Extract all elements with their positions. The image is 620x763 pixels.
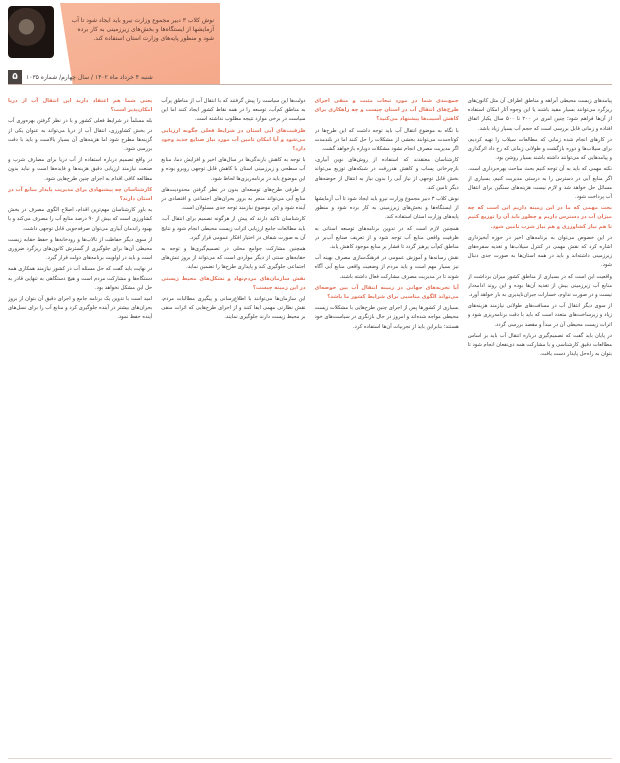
article-column-4 bbox=[8, 97, 152, 757]
article-column-3 bbox=[161, 97, 305, 757]
paragraph: این سازمان‌ها می‌توانند با اطلاع‌رسانی و پیگیری مطالبات مردم، نقش نظارتی مهمی ایفا کنند و از اجرای طرح‌هایی که اثرات منفی بر محیط زیست دارند جلوگیری نمایند. bbox=[161, 296, 306, 321]
paragraph: واقعیت این است که در بسیاری از مناطق کشور میزان برداشت از منابع آب زیرزمینی بیش از تغذیه آن‌ها بوده و این روند ادامه‌دار نیست و در صورت تداوم، خسارات جبران‌ناپذیری به بار خواهد آورد. bbox=[467, 273, 612, 299]
paragraph: در کارهای انجام شده زمانی که مطالعات سیلاب را تهیه کردیم، برای سیلاب‌ها و دوره بازگشت و طولانی زمانی که رخ داد اثرگذاری و پیامدهایی که می‌توانند داشته باشند بسیار روشن بود. bbox=[467, 136, 612, 162]
newspaper-logo bbox=[8, 6, 54, 58]
paragraph: نقش رسانه‌ها و آموزش عمومی در فرهنگ‌سازی مصرف بهینه آب نیز بسیار مهم است و باید مردم از وضعیت واقعی منابع آبی آگاه شوند تا در مدیریت مصرف مشارکت فعال داشته باشند. bbox=[314, 255, 459, 280]
paragraph: بسیاری از کشورها پس از اجرای چنین طرح‌هایی با مشکلات زیست محیطی مواجه شده‌اند و امروز در حال بازنگری در سیاست‌های خود هستند؛ بنابراین باید از تجربیات آن‌ها استفاده کرد. bbox=[314, 305, 459, 330]
paragraph: نکته مهمی که باید به آن توجه کنیم بحث مباحث بهره‌برداری است. اگر منابع آبی در دسترس را به درستی مدیریت کنیم، بسیاری از مسائل حل خواهد شد و لازم نیست هزینه‌های سنگین برای انتقال آب پرداخت شود. bbox=[467, 166, 612, 201]
paragraph: در نهایت باید گفت که حل مسئله آب در کشور نیازمند همکاری همه دستگاه‌ها و مشارکت مردم است و هیچ دستگاهی به تنهایی قادر به حل این مشکل نخواهد بود. bbox=[8, 266, 153, 291]
footer-divider bbox=[8, 758, 612, 759]
article-column-2 bbox=[315, 97, 459, 757]
paragraph: نقش سازمان‌های مردم‌نهاد و تشکل‌های محیط زیستی در این زمینه چیست؟ bbox=[161, 275, 306, 291]
paragraph: ظرفیت‌های آبی استان در شرایط فعلی چگونه ارزیابی می‌شود و آیا امکان تامین آب مورد نیاز صنایع جدید وجود دارد؟ bbox=[161, 127, 306, 153]
paragraph: در پایان باید گفت که تصمیم‌گیری درباره انتقال آب باید بر اساس مطالعات دقیق کارشناسی و با مشارکت همه ذی‌نفعان انجام شود تا بتوان به راه‌حل پایدار دست یافت. bbox=[467, 332, 612, 358]
page-header bbox=[0, 0, 620, 95]
paragraph: دولت‌ها این سیاست را پیش گرفتند که با انتقال آب از مناطق پرآب به مناطق کم‌آب، توسعه را در همه نقاط کشور ایجاد کنند اما این سیاست در برخی موارد نتیجه مطلوب نداشته است. bbox=[161, 98, 306, 123]
paragraph: از طرفی طرح‌های توسعه‌ای بدون در نظر گرفتن محدودیت‌های منابع آبی می‌تواند منجر به بروز بحران‌های اجتماعی و اقتصادی در آینده شود و این موضوع نیازمند توجه جدی مسئولان است. bbox=[161, 186, 306, 212]
paragraph: همچنین لازم است که در تدوین برنامه‌های توسعه استانی به ظرفیت واقعی منابع آب توجه شود و از تعریف صنایع آب‌بر در مناطق کم‌آب پرهیز گردد تا فشار بر منابع موجود کاهش یابد. bbox=[314, 225, 459, 251]
paragraph: همچنین مشارکت جوامع محلی در تصمیم‌گیری‌ها و توجه به حقابه‌های سنتی از دیگر مواردی است که می‌تواند از بروز تنش‌های اجتماعی جلوگیری کند و پایداری طرح‌ها را تضمین نماید. bbox=[161, 246, 306, 271]
lead-text: نوش کلاب ۳ دبیر مجموع وزارت نیرو باید ایجاد شود تا آب آزمایشها از ایستگاه‌ها و بخش‌های زیرزمینی به کار برده شود و منظور پایه‌های وزارت استان استفاده کند. bbox=[71, 17, 214, 42]
paragraph: از سوی دیگر انتقال آب در مسافت‌های طولانی نیازمند هزینه‌های زیاد و زیرساخت‌های متعدد است که باید با دقت برنامه‌ریزی شود و اثرات زیست محیطی آن در مبدأ و مقصد بررسی گردد. bbox=[467, 303, 612, 328]
paragraph: امید است با تدوین یک برنامه جامع و اجرای دقیق آن بتوان از بروز بحران‌های بیشتر در آینده جلوگیری کرد و منابع آب را برای نسل‌های آینده حفظ نمود. bbox=[8, 296, 153, 321]
paragraph: با نگاه به موضوع انتقال آب باید توجه داشت که این طرح‌ها در کوتاه‌مدت می‌توانند بخشی از مشکلات را حل کنند اما در بلندمدت اگر مدیریت مصرف انجام نشود مشکلات دوباره بازخواهد گشت. bbox=[314, 127, 459, 153]
page-number: ۵ bbox=[8, 70, 22, 84]
paragraph: یعنی شما هم اعتقاد دارید این انتقال آب از دریا امکان‌پذیر است؟ bbox=[8, 98, 153, 114]
article-column-1 bbox=[468, 97, 612, 757]
paragraph: کارشناسان چه پیشنهادی برای مدیریت پایدار منابع آب در استان دارند؟ bbox=[8, 186, 153, 203]
issue-bar bbox=[8, 70, 188, 84]
paragraph: کارشناسان تاکید دارند که پیش از هرگونه تصمیم برای انتقال آب، باید مطالعات جامع ارزیابی اثرات زیست محیطی انجام شود و نتایج آن به صورت شفاف در اختیار افکار عمومی قرار گیرد. bbox=[161, 216, 306, 241]
paragraph: به باور کارشناسان مهم‌ترین اقدام، اصلاح الگوی مصرف در بخش کشاورزی است که بیش از ۹۰ درصد منابع آب را مصرف می‌کند و با بهبود راندمان آبیاری می‌توان صرفه‌جویی قابل توجهی داشت. bbox=[8, 207, 153, 232]
paragraph: پیامدهای زیست محیطی آبراهه و مناطق اطراف آن مثل کانون‌های ریزگرد می‌توانند بسیار مفید باشند یا این وجوه آثار امکان استفاده از آن‌ها فراهم شود؛ چنین امری در ۲۰۰ تا ۵۰۰ سال یکبار اتفاق افتاده و زمانی قابل بررسی است که حجم آب بسیار زیاد باشد. bbox=[467, 98, 612, 132]
paragraph: آیا تجربه‌های جهانی در زمینه انتقال آب بین حوضه‌ای می‌تواند الگوی مناسبی برای شرایط کشور ما باشد؟ bbox=[314, 284, 459, 301]
paragraph: بله مسلماً در شرایط فعلی کشور و با در نظر گرفتن بهره‌وری آب در بخش کشاورزی، انتقال آب از دریا می‌تواند به عنوان یکی از گزینه‌ها مطرح شود اما هزینه‌های آن بسیار بالاست و باید با دقت بررسی شود. bbox=[8, 118, 153, 153]
article-body bbox=[8, 97, 612, 757]
paragraph: نوش کلاب ۳ دبیر مجموع وزارت نیرو باید ایجاد شود تا آب آزمایشها از ایستگاه‌ها و بخش‌های زیرزمینی به کار برده شود و منظور پایه‌های وزارت استان استفاده کند. bbox=[314, 196, 459, 221]
paragraph: در واقع تصمیم درباره استفاده از آب دریا برای مصارف شرب و صنعت نیازمند ارزیابی دقیق هزینه‌ها و فایده‌ها است و نباید بدون مطالعه کافی اقدام به اجرای چنین طرح‌هایی شود. bbox=[8, 157, 153, 182]
paragraph: در این خصوص می‌توان به برنامه‌های اخیر در حوزه آبخیزداری اشاره کرد که نقش مهمی در کنترل سیلاب‌ها و تغذیه سفره‌های زیرزمینی داشته‌اند و باید در همه استان‌ها به صورت جدی دنبال شود. bbox=[467, 234, 612, 269]
paragraph: جمع‌بندی شما در مورد تبعات مثبت و منفی اجرای طرح‌های انتقال آب در استان چیست و چه راهکاری برای کاهش آسیب‌ها پیشنهاد می‌کنید؟ bbox=[314, 98, 459, 123]
issue-line: شنبه ۴ خرداد ماه ۱۴۰۲ / سال چهارم/ شماره ۱۰۳۵ bbox=[26, 73, 153, 81]
paragraph: با توجه به کاهش بارندگی‌ها در سال‌های اخیر و افزایش دما، منابع آب سطحی و زیرزمینی استان با کاهش قابل توجهی روبرو بوده و این موضوع باید در برنامه‌ریزی‌ها لحاظ شود. bbox=[161, 157, 306, 182]
paragraph: بحث مهمی که ما در این زمینه داریم این است که چه میزان آب در دسترس داریم و چطور باید آن را توزیع کنیم تا هم نیاز کشاورزی و هم نیاز شرب تامین شود. bbox=[467, 205, 612, 230]
paragraph: از سوی دیگر حفاظت از تالاب‌ها و رودخانه‌ها و حفظ حقابه زیست محیطی آن‌ها برای جلوگیری از گسترش کانون‌های ریزگرد ضروری است و باید در اولویت برنامه‌های دولت قرار گیرد. bbox=[8, 236, 153, 262]
paragraph: کارشناسان معتقدند که استفاده از روش‌های نوین آبیاری، بازچرخانی پساب و کاهش هدررفت در شبکه‌های توزیع می‌تواند بخش قابل توجهی از نیاز آبی را بدون نیاز به انتقال از حوضه‌های دیگر تامین کند. bbox=[314, 157, 459, 191]
header-divider bbox=[8, 84, 612, 85]
